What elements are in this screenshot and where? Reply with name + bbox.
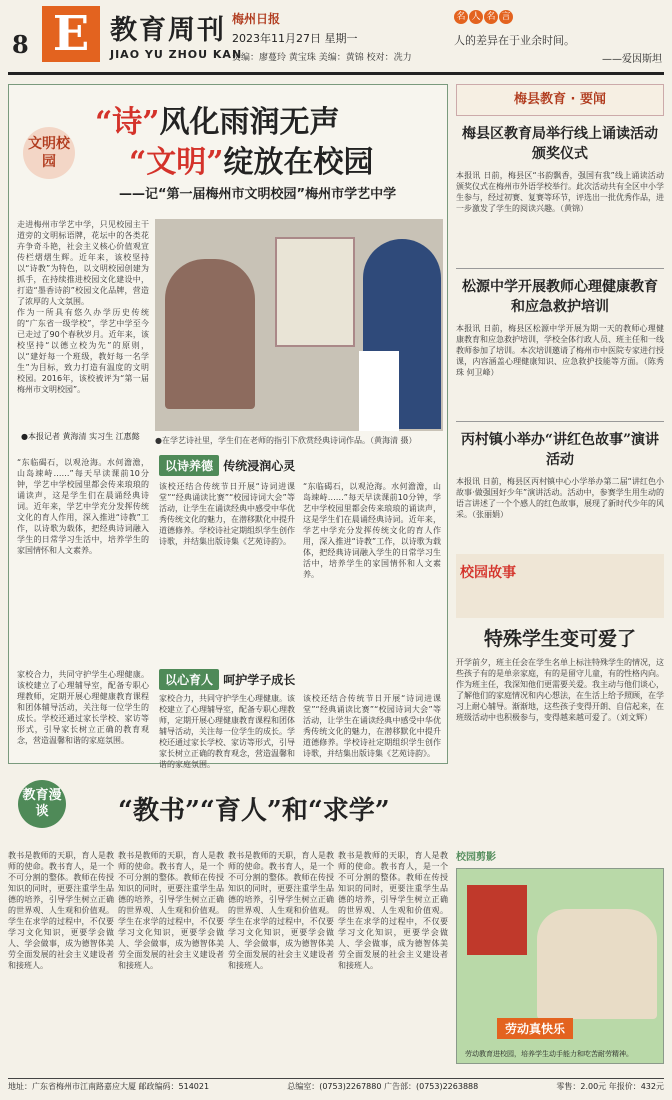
footer-price: 零售：2.00元 年报价：432元 bbox=[556, 1082, 664, 1091]
photo-paper bbox=[359, 351, 399, 431]
quote-badge bbox=[454, 10, 514, 24]
subheadline: ——记“第一届梅州市文明校园”梅州市学艺中学 bbox=[119, 187, 397, 202]
news-2-title: 松源中学开展教师心理健康教育和应急救护培训 bbox=[462, 279, 658, 315]
badge-char: 人 bbox=[469, 10, 483, 24]
divider bbox=[456, 421, 664, 422]
masthead-rule bbox=[8, 72, 664, 75]
section-1-tag: 以诗养德 bbox=[159, 455, 219, 476]
page-number: 8 bbox=[12, 30, 29, 59]
headline-line-1 bbox=[95, 97, 340, 141]
right-column bbox=[456, 84, 664, 764]
bottom-article-header bbox=[8, 770, 448, 844]
headline-quote-2: “文明” bbox=[129, 145, 224, 180]
labor-photo bbox=[456, 868, 664, 1064]
news-1-body: 本报讯 日前，梅县区“书韵飘香，强国有我”线上诵读活动颁奖仪式在梅州市外语学校举行。此次活动共有全区中小学生参与，经过初赛、复赛等环节，评选出一批优秀作品，进一步激发了学生的阅读兴趣。（黄锦） bbox=[456, 171, 664, 213]
bottom-col-2: 教书是教师的天职，育人是教师的使命。教书育人，是一个不可分割的整体。教师在传授知识的同时，更要注重学生品德的培养，引导学生树立正确的世界观、人生观和价值观。学生在求学的过程中，不仅要学习文化知识，更要学会做人、学会做事，成为德智体美劳全面发展的社会主义建设者和接班人。 bbox=[118, 851, 224, 970]
photo-section-badge: 校园剪影 bbox=[456, 852, 496, 863]
body-col-6: 该校还结合传统节日开展“诗词进课堂”“经典诵读比赛”“校园诗词大会”等活动，让学生在诵读经典中感受中华优秀传统文化的魅力，在潜移默化中提升道德修养。学校诗社定期组织学生创作诗歌，并结集出版诗集《艺苑诗韵》。 bbox=[303, 694, 441, 758]
badge-char: 言 bbox=[499, 10, 513, 24]
bottom-col-4: 教书是教师的天职，育人是教师的使命。教书育人，是一个不可分割的整体。教师在传授知识的同时，更要注重学生品德的培养，引导学生树立正确的世界观、人生观和价值观。学生在求学的过程中，不仅要学习文化知识，更要学会做人、学会做事，成为德智体美劳全面发展的社会主义建设者和接班人。 bbox=[338, 851, 448, 970]
masthead bbox=[0, 0, 672, 74]
story-header bbox=[456, 554, 664, 618]
photo-building bbox=[467, 885, 527, 955]
footer-phone: 总编室：(0753)2267880 广告部：(0753)2263888 bbox=[287, 1082, 479, 1091]
civilized-campus-logo: 文明校园 bbox=[23, 127, 75, 179]
issue-date: 2023年11月27日 星期一 bbox=[232, 32, 358, 45]
body-col-2: 该校还结合传统节日开展“诗词进课堂”“经典诵读比赛”“校园诗词大会”等活动，让学生在诵读经典中感受中华优秀传统文化的魅力，在潜移默化中提升道德修养。学校诗社定期组织学生创作诗歌，并结集出版诗集《艺苑诗韵》。 bbox=[159, 482, 295, 546]
section-1-title: 传统浸润心灵 bbox=[223, 459, 296, 473]
bottom-headline: “教书”“育人”和“求学” bbox=[118, 796, 390, 826]
photo-caption-bottom: 劳动教育进校园，培养学生动手能力和吃苦耐劳精神。 bbox=[465, 1050, 633, 1058]
bottom-col-1: 教书是教师的天职，育人是教师的使命。教书育人，是一个不可分割的整体。教师在传授知识的同时，更要注重学生品德的培养，引导学生树立正确的世界观、人生观和价值观。学生在求学的过程中，不仅要学习文化知识，更要学会做人、学会做事，成为德智体美劳全面发展的社会主义建设者和接班人。 bbox=[8, 851, 114, 970]
body-col-1: “东临碣石，以观沧海。水何澹澹，山岛竦峙……”每天早读课前10分钟，学艺中学校园里都会传来琅琅的诵读声，这是学生们在晨诵经典诗词。近年来，学艺中学充分发挥传统文化的育人作用，深入推进“诗教”工作，以诗歌为载体，把经典诗词融入学生的日常学习生活中，培养学生的家国情怀和人文素养。 bbox=[17, 458, 149, 555]
section-letter: E bbox=[42, 6, 100, 62]
editors: 责编：廖蔓玲 黄宝珠 美编：黄锦 校对：冼力 bbox=[232, 53, 412, 63]
headline-rest-1: 风化雨润无声 bbox=[159, 105, 340, 140]
intro-paragraph-1: 走进梅州市学艺中学，只见校园主干道旁的文明标语牌，花坛中的各类花卉争奇斗艳，社会主义核心价值观宣传栏熠熠生辉。近年来，该校坚持以“诗教”为特色，以文明校园创建为抓手，在持续推进校园文化建设中，打造“墨香诗韵”校园文化品牌，营造了浓厚的人文氛围。 bbox=[17, 220, 149, 306]
feature-photo bbox=[155, 219, 443, 431]
photo-student bbox=[165, 259, 255, 409]
byline: ●本报记者 黄海清 实习生 江惠懿 bbox=[21, 432, 140, 441]
intro-text bbox=[17, 219, 149, 427]
news-3-title: 丙村镇小举办“讲红色故事”演讲活动 bbox=[460, 432, 660, 468]
photo-children bbox=[537, 909, 657, 1019]
headline-line-2 bbox=[129, 137, 374, 181]
news-banner: 梅县教育 · 要闻 bbox=[456, 84, 664, 116]
quote-author: ——爱因斯坦 bbox=[602, 54, 662, 65]
section-2-title: 呵护学子成长 bbox=[223, 673, 296, 687]
footer-address: 地址：广东省梅州市江南路嘉应大厦 邮政编码：514021 bbox=[8, 1082, 210, 1091]
section-2-heading bbox=[159, 669, 295, 689]
news-1-title: 梅县区教育局举行线上诵读活动颁奖仪式 bbox=[462, 126, 658, 162]
section-1-heading bbox=[159, 455, 295, 475]
story-title: 特殊学生变可爱了 bbox=[483, 628, 636, 650]
feature-article bbox=[8, 84, 448, 769]
paper-name: 梅州日报 bbox=[232, 12, 281, 26]
section-pinyin: JIAO YU ZHOU KAN bbox=[110, 48, 243, 61]
body-col-3: “东临碣石，以观沧海。水何澹澹，山岛竦峙……”每天早读课前10分钟，学艺中学校园里都会传来琅琅的诵读声，这是学生们在晨诵经典诗词。近年来，学艺中学充分发挥传统文化的育人作用，深入推进“诗教”工作，以诗歌为载体，把经典诗词融入学生的日常学习生活中，培养学生的家国情怀和人文素养。 bbox=[303, 482, 441, 579]
badge-char: 名 bbox=[454, 10, 468, 24]
headline-rest-2: 绽放在校园 bbox=[223, 145, 374, 180]
news-3-body: 本报讯 日前，梅县区丙村镇中心小学举办第二届“讲红色小故事·做强国好少年”演讲活动。活动中，参赛学生用生动的语言讲述了一个个感人的红色故事，展现了新时代少年的风采。（张丽娟） bbox=[456, 477, 664, 519]
bottom-col-3: 教书是教师的天职，育人是教师的使命。教书育人，是一个不可分割的整体。教师在传授知识的同时，更要注重学生品德的培养，引导学生树立正确的世界观、人生观和价值观。学生在求学的过程中，不仅要学习文化知识，更要学会做人、学会做事，成为德智体美劳全面发展的社会主义建设者和接班人。 bbox=[228, 851, 334, 970]
quote-text: 人的差异在于业余时间。 bbox=[454, 34, 575, 47]
photo-label: 劳动真快乐 bbox=[497, 1018, 573, 1039]
column-logo: 教育漫谈 bbox=[18, 780, 66, 828]
intro-paragraph-2: 作为一所具有悠久办学历史传统的“广东省一级学校”，学艺中学至今已走过了90个春秋岁月。近年来，该校坚持“以德立校为先”的原则，以“建好每一个班级，教好每一名学生”为目标，致力打造有温度的文明校园。2016年，该校被评为“第一届梅州市文明校园”。 bbox=[17, 308, 149, 394]
body-col-4: 家校合力，共同守护学生心理健康。该校建立了心理辅导室，配备专职心理教师，定期开展心理健康教育课程和团体辅导活动，关注每一位学生的成长。学校还通过家长学校、家访等形式，引导家长树立正确的教育观念，营造温馨和谐的家庭氛围。 bbox=[17, 670, 149, 745]
section-2-tag: 以心育人 bbox=[159, 669, 219, 690]
photo-calligraphy bbox=[275, 237, 355, 347]
story-body: 开学前夕，班主任会在学生名单上标注特殊学生的情况，这些孩子有的是单亲家庭，有的是留守儿童，有的性格内向。作为班主任，我深知他们更需要关爱。我主动与他们谈心，了解他们的家庭情况和内心想法，在生活上给予照顾，在学习上耐心辅导。渐渐地，这些孩子变得开朗、自信起来，在班级活动中也积极参与，变得越来越可爱了。（刘文辉） bbox=[456, 658, 664, 722]
section-title: 教育周刊 bbox=[110, 15, 226, 46]
page-footer bbox=[8, 1078, 664, 1096]
body-col-5: 家校合力，共同守护学生心理健康。该校建立了心理辅导室，配备专职心理教师，定期开展心理健康教育课程和团体辅导活动，关注每一位学生的成长。学校还通过家长学校、家访等形式，引导家长树立正确的教育观念，营造温馨和谐的家庭氛围。 bbox=[159, 694, 295, 769]
story-badge: 校园故事 bbox=[460, 565, 516, 581]
badge-char: 名 bbox=[484, 10, 498, 24]
news-2-body: 本报讯 日前，梅县区松源中学开展为期一天的教师心理健康教育和应急救护培训，学校全体行政人员、班主任和一线教师参加了培训。本次培训邀请了梅州市中医院专家进行授课，内容涵盖心理健康知识、应急救护技能等方面。（陈秀珠 何卫峰） bbox=[456, 324, 664, 377]
divider bbox=[456, 268, 664, 269]
headline-quote-1: “诗” bbox=[95, 105, 160, 140]
photo-caption: ●在学艺诗社里，学生们在老师的指引下欣赏经典诗词作品。（黄海清 摄） bbox=[155, 436, 417, 445]
